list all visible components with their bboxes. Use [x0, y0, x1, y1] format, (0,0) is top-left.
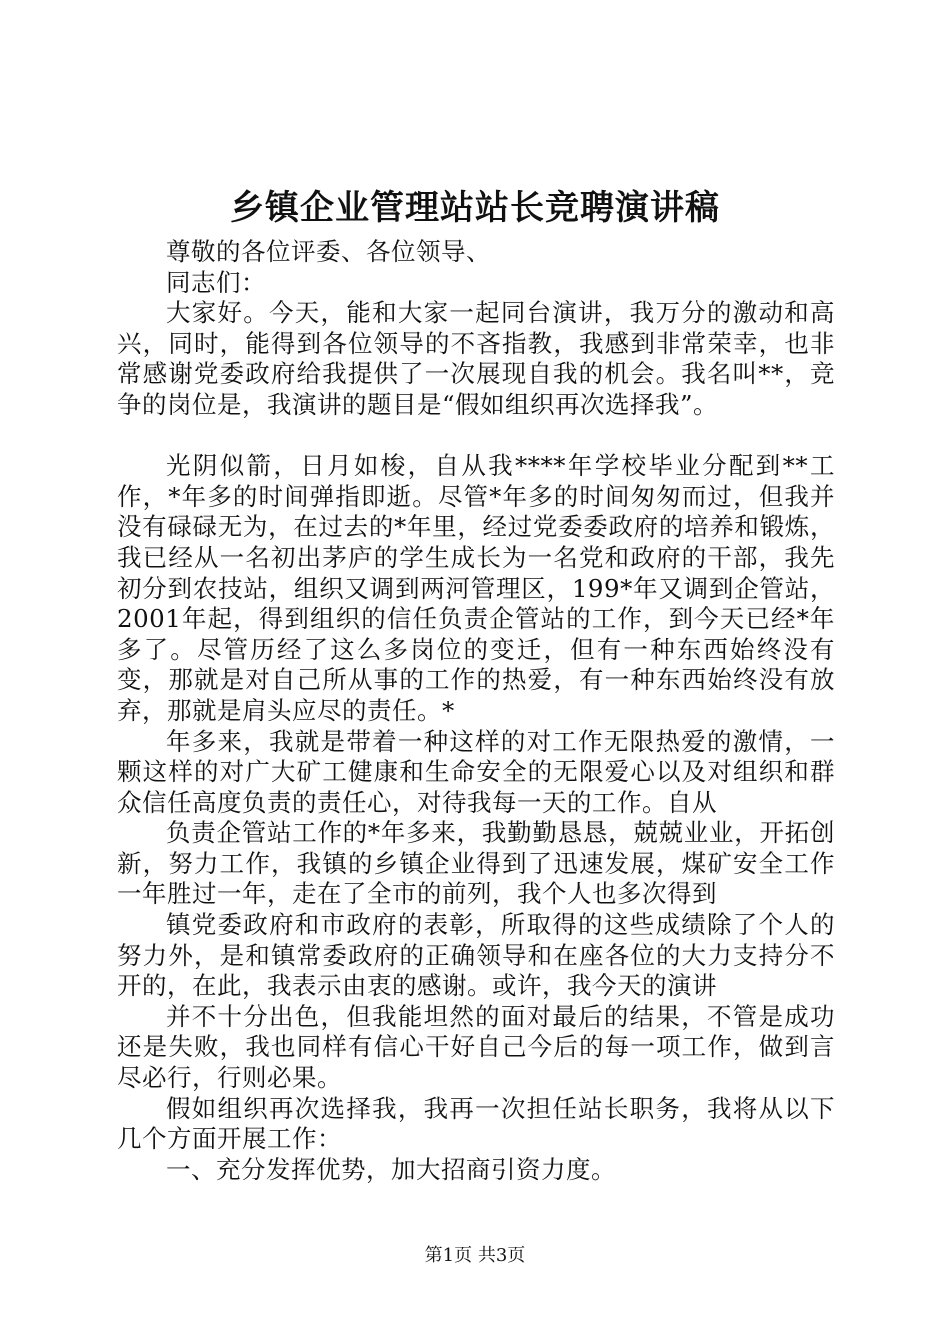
body-paragraph: 年多来，我就是带着一种这样的对工作无限热爱的激情，一颗这样的对广大矿工健康和生命安全的无限爱心以及对组织和群众信任高度负责的责任心，对待我每一天的工作。自从 — [117, 726, 835, 817]
body-paragraph: 并不十分出色，但我能坦然的面对最后的结果，不管是成功还是失败，我也同样有信心干好自己今后的每一项工作，做到言尽必行，行则必果。 — [117, 1001, 835, 1093]
body-paragraph: 大家好。今天，能和大家一起同台演讲，我万分的激动和高兴，同时，能得到各位领导的不吝指教，我感到非常荣幸，也非常感谢党委政府给我提供了一次展现自我的机会。我名叫**，竞争的岗位是，我演讲的题目是“假如组织再次选择我”。 — [117, 298, 835, 419]
section-heading: 一、充分发挥优势，加大招商引资力度。 — [166, 1154, 616, 1184]
salutation-line-2: 同志们： — [166, 267, 266, 297]
body-paragraph: 镇党委政府和市政府的表彰，所取得的这些成绩除了个人的努力外，是和镇常委政府的正确领导和在座各位的大力支持分不开的，在此，我表示由衷的感谢。或许，我今天的演讲 — [117, 910, 835, 1001]
salutation-line-1: 尊敬的各位评委、各位领导、 — [166, 237, 491, 266]
document-body — [117, 237, 835, 1185]
page-number-footer: 第1页 共3页 — [424, 1245, 526, 1266]
body-paragraph: 假如组织再次选择我，我再一次担任站长职务，我将从以下几个方面开展工作： — [117, 1093, 835, 1154]
body-paragraph: 负责企管站工作的*年多来，我勤勤恳恳，兢兢业业，开拓创新，努力工作，我镇的乡镇企业得到了迅速发展，煤矿安全工作一年胜过一年，走在了全市的前列，我个人也多次得到 — [117, 818, 835, 909]
document-title: 乡镇企业管理站站长竞聘演讲稿 — [230, 188, 720, 228]
body-paragraph: 光阴似箭，日月如梭，自从我****年学校毕业分配到**工作，*年多的时间弹指即逝。尽管*年多的时间匆匆而过，但我并没有碌碌无为，在过去的*年里，经过党委委政府的培养和锻炼，我已经从一名初出茅庐的学生成长为一名党和政府的干部，我先初分到农技站，组织又调到两河管理区，199*年又调到企管站，2001年起，得到组织的信任负责企管站的工作，到今天已经*年多了。尽管历经了这么多岗位的变迁，但有一种东西始终没有变，那就是对自己所从事的工作的热爱，有一种东西始终没有放弃，那就是肩头应尽的责任。* — [117, 451, 835, 725]
